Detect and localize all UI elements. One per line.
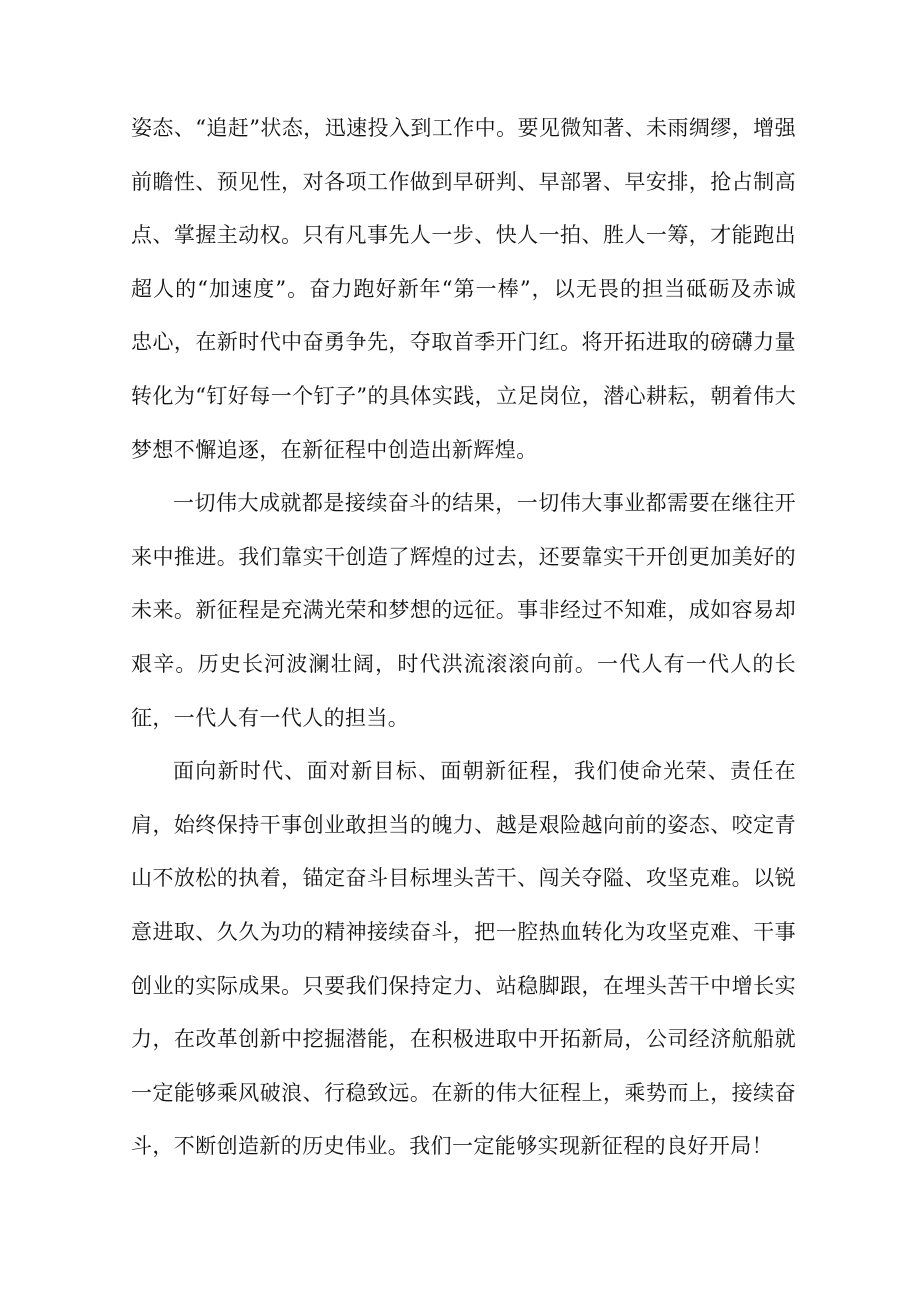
- paragraph-1: 姿态、“追赶”状态，迅速投入到工作中。要见微知著、未雨绸缪，增强前瞻性、预见性，对各项工作做到早研判、早部署、早安排，抢占制高点、掌握主动权。只有凡事先人一步、快人一拍、胜人一筹，才能跑出超人的“加速度”。奋力跑好新年“第一棒”，以无畏的担当砥砺及赤诚忠心，在新时代中奋勇争先，夺取首季开门红。将开拓进取的磅礴力量转化为“钉好每一个钉子”的具体实践，立足岗位，潜心耕耘，朝着伟大梦想不懈追逐，在新征程中创造出新辉煌。: [131, 116, 796, 462]
- document-body: [131, 102, 796, 1174]
- paragraph-3: 面向新时代、面对新目标、面朝新征程，我们使命光荣、责任在肩，始终保持干事创业敢担当的魄力、越是艰险越向前的姿态、咬定青山不放松的执着，锚定奋斗目标埋头苦干、闯关夺隘、攻坚克难。以锐意进取、久久为功的精神接续奋斗，把一腔热血转化为攻坚克难、干事创业的实际成果。只要我们保持定力、站稳脚跟，在埋头苦干中增长实力，在改革创新中挖掘潜能，在积极进取中开拓新局，公司经济航船就一定能够乘风破浪、行稳致远。在新的伟大征程上，乘势而上，接续奋斗，不断创造新的历史伟业。我们一定能够实现新征程的良好开局！: [131, 759, 796, 1159]
- paragraph-2: 一切伟大成就都是接续奋斗的结果，一切伟大事业都需要在继往开来中推进。我们靠实干创造了辉煌的过去，还要靠实干开创更加美好的未来。新征程是充满光荣和梦想的远征。事非经过不知难，成如容易却艰辛。历史长河波澜壮阔，时代洪流滚滚向前。一代人有一代人的长征，一代人有一代人的担当。: [131, 491, 796, 730]
